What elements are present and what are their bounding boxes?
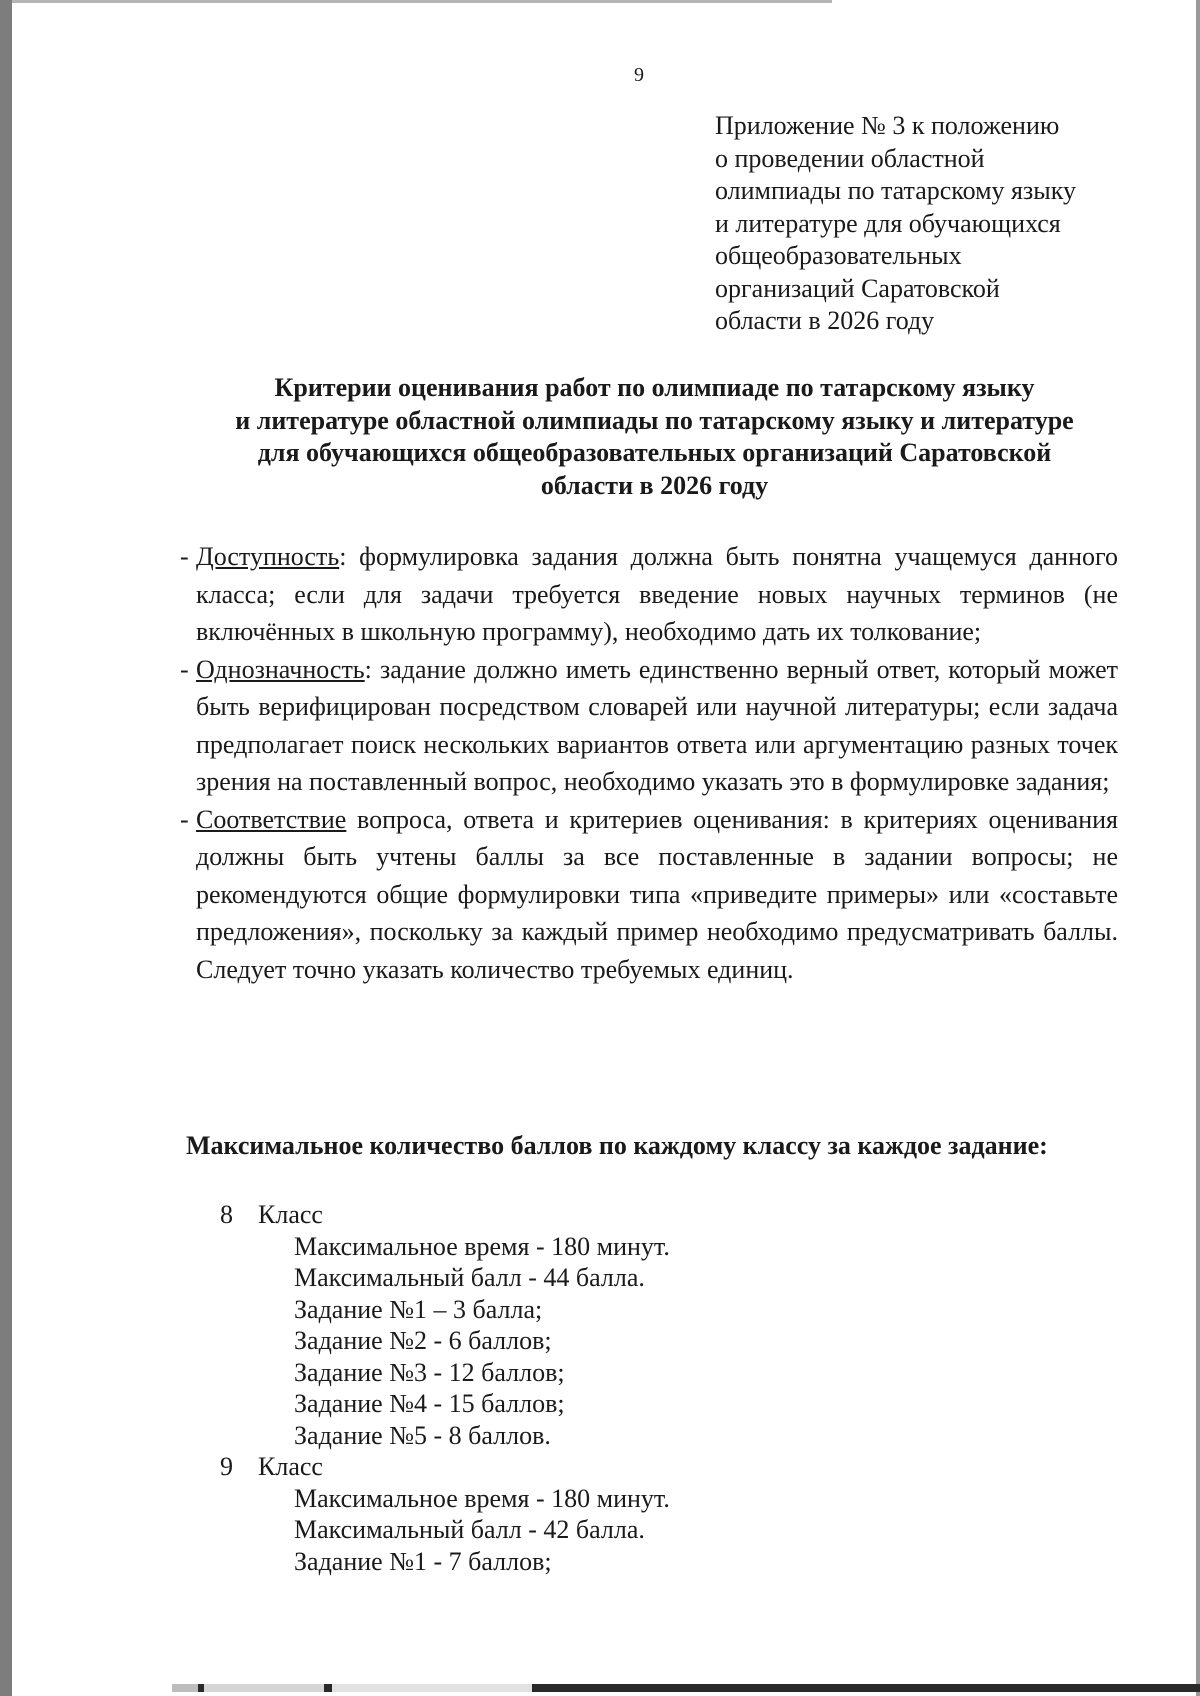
appendix-line: общеобразовательных — [715, 241, 962, 270]
appendix-line: Приложение № 3 к положению — [715, 111, 1060, 140]
criterion-term: Доступность — [196, 542, 340, 571]
title-line: для обучающихся общеобразовательных организаций Саратовской — [257, 438, 1052, 467]
class-block-8 — [220, 1199, 670, 1451]
scan-artifact-right — [1196, 0, 1200, 1696]
class-number: 8 — [220, 1200, 233, 1229]
document-page — [12, 0, 1200, 1696]
criterion-text: : задание должно иметь единственно верный ответ, который может быть верифицирован посредством словарей или научной литературы; если задача предполагает поиск нескольких вариантов ответа или аргументацию разных точек зрения на поставленный вопрос, необходимо указать это в формулировке задания; — [196, 654, 1118, 796]
class-detail-line: Максимальное время - 180 минут. — [294, 1483, 670, 1513]
title-line: и литературе областной олимпиады по татарскому языку и литературе — [235, 405, 1074, 435]
title-line: области в 2026 году — [540, 470, 769, 500]
class-detail-line: Максимальный балл - 44 балла. — [294, 1263, 645, 1292]
appendix-line: области в 2026 году — [715, 306, 935, 335]
criteria-list — [180, 538, 1118, 988]
appendix-reference — [715, 110, 1145, 338]
list-dash: - — [180, 654, 189, 684]
appendix-line: о проведении областной — [715, 143, 985, 173]
class-list — [220, 1199, 670, 1577]
scan-artifact-bottom — [172, 1684, 1200, 1692]
class-details — [220, 1231, 670, 1452]
appendix-line: организаций Саратовской — [715, 273, 1000, 303]
class-detail-line: Задание №3 - 12 баллов; — [294, 1357, 565, 1387]
class-header — [220, 1199, 670, 1231]
criterion-text: вопроса, ответа и критериев оценивания: в критериях оценивания должны быть учтены баллы за все поставленные в задании вопросы; не рекомендуются общие формулировки типа «приведите примеры» или «составьте предложения», поскольку за каждый пример необходимо предусматривать баллы. Следует точно указать количество требуемых единиц. — [196, 804, 1118, 984]
criterion-text: : формулировка задания должна быть понятна учащемуся данного класса; если для задачи требуется введение новых научных терминов (не включённых в школьную программу), необходимо дать их толкование; — [196, 542, 1118, 646]
scan-edge-left — [0, 0, 12, 1696]
class-number: 9 — [220, 1452, 233, 1481]
list-dash: - — [180, 542, 189, 571]
criterion-term: Соответствие — [196, 804, 347, 834]
page-number: 9 — [634, 64, 644, 86]
scan-artifact-top — [12, 0, 832, 3]
max-points-heading: Максимальное количество баллов по каждому классу за каждое задание: — [186, 1131, 1048, 1160]
class-detail-line: Задание №5 - 8 баллов. — [294, 1420, 551, 1450]
class-label: Класс — [258, 1452, 323, 1481]
class-detail-line: Максимальный балл - 42 балла. — [294, 1515, 645, 1544]
title-line: Критерии оценивания работ по олимпиаде по татарскому языку — [274, 373, 1035, 402]
document-title — [172, 372, 1137, 502]
criterion-accessibility — [180, 538, 1118, 651]
criterion-correspondence — [180, 801, 1118, 989]
criterion-term: Однозначность — [196, 654, 365, 684]
class-header — [220, 1451, 670, 1483]
appendix-line: и литературе для обучающихся — [715, 208, 1061, 238]
class-details — [220, 1483, 670, 1578]
criterion-unambiguity — [180, 651, 1118, 801]
appendix-line: олимпиады по татарскому языку — [715, 176, 1077, 205]
class-detail-line: Задание №2 - 6 баллов; — [294, 1326, 552, 1355]
class-block-9 — [220, 1451, 670, 1577]
class-detail-line: Максимальное время - 180 минут. — [294, 1231, 670, 1261]
class-label: Класс — [258, 1200, 323, 1229]
class-detail-line: Задание №4 - 15 баллов; — [294, 1389, 565, 1418]
class-detail-line: Задание №1 - 7 баллов; — [294, 1546, 552, 1576]
list-dash: - — [180, 804, 189, 834]
class-detail-line: Задание №1 – 3 балла; — [294, 1294, 543, 1324]
